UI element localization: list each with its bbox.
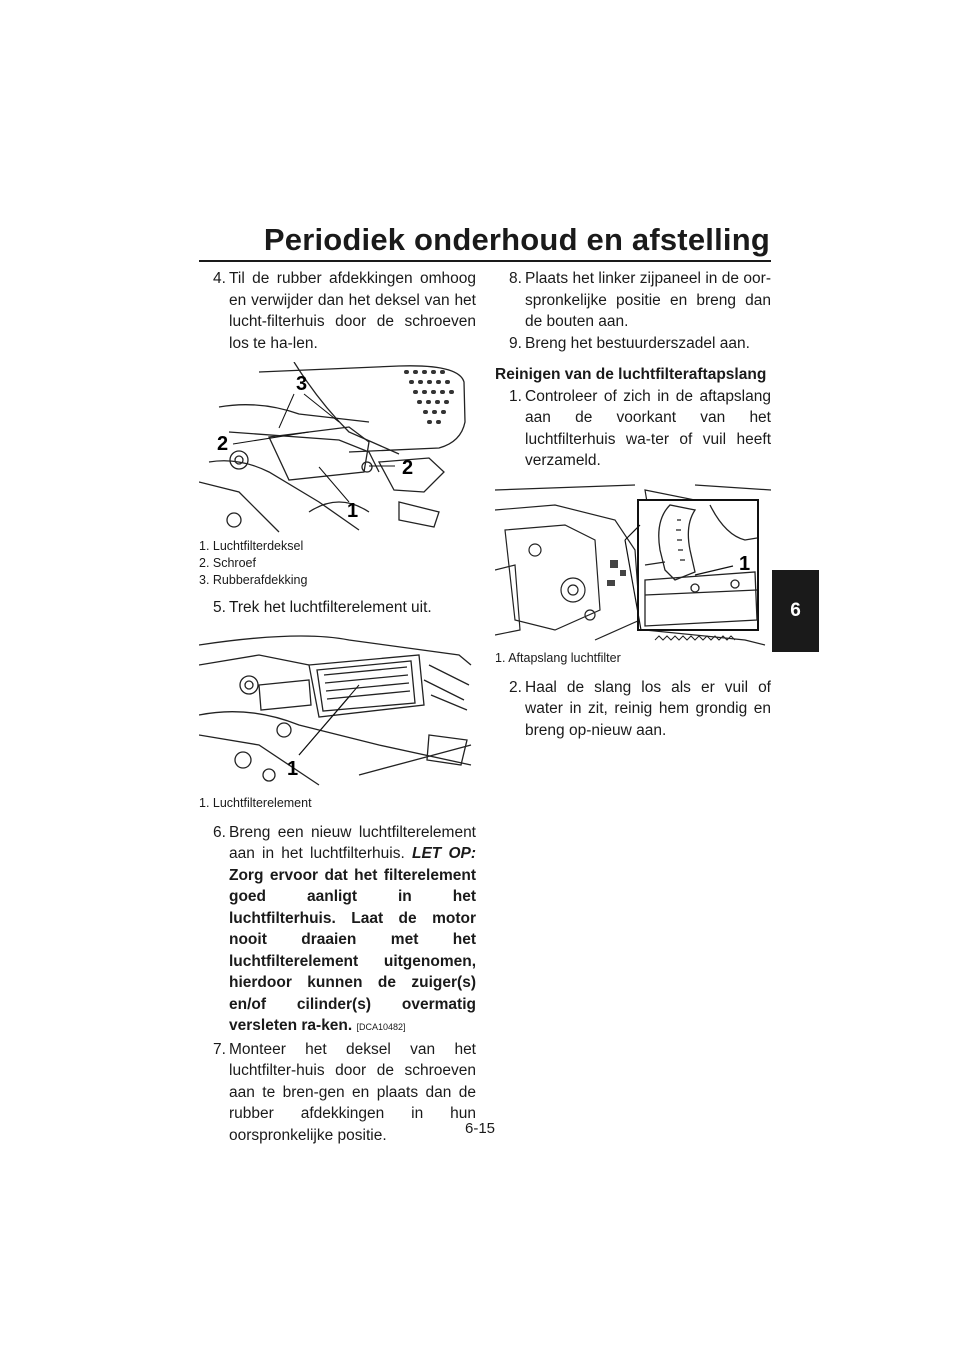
- step-number: 8.: [509, 270, 522, 287]
- step-4: [199, 268, 476, 354]
- figure-drain-hose: [495, 480, 771, 650]
- callout-1: 1: [287, 757, 299, 780]
- step-9: [495, 333, 771, 355]
- step-text: Haal de slang los als er vuil of water in zit, reinig hem grondig en breng op-nieuw aan.: [525, 678, 771, 739]
- figure-caption-list: [495, 650, 771, 667]
- chapter-tab: 6: [772, 570, 819, 652]
- airfilter-cover-illustration: [199, 362, 476, 538]
- callout-1: 1: [739, 552, 751, 575]
- figure-airfilter-element: [199, 625, 476, 795]
- caption-item: 1. Aftapslang luchtfilter: [495, 650, 621, 665]
- callout-2a: 2: [217, 433, 229, 455]
- step-number: 6.: [213, 823, 226, 841]
- left-column: [199, 0, 476, 1146]
- step-text: Til de rubber afdekkingen omhoog en verwijder dan het deksel van het lucht-filterhuis door de schroeven los te ha-len.: [229, 270, 476, 352]
- step-number: 9.: [509, 334, 522, 352]
- airfilter-element-illustration: [199, 625, 476, 795]
- callout-3: 3: [296, 373, 308, 395]
- step-6: [199, 822, 476, 1039]
- drain-hose-illustration: [495, 480, 771, 650]
- step-5: [199, 597, 476, 619]
- substep-1: [495, 386, 771, 472]
- caption-item: 3. Rubberafdekking: [199, 573, 308, 587]
- notice-text: Zorg ervoor dat het filterelement goed aanligt in het luchtfilterhuis. Laat de motor nooit draaien met het luchtfilterelement uitgenomen, hierdoor kunnen de zuiger(s) en/of cilinder(s) overmatig versleten ra-ken.: [229, 866, 476, 1034]
- caption-item: 1. Luchtfilterdeksel: [199, 539, 304, 553]
- figure-airfilter-cover: [199, 362, 476, 538]
- step-text: Monteer het deksel van het luchtfilter-huis door de schroeven aan te bren-gen en plaats dan de rubber afdekkingen in hun oorspronkelijke positie.: [229, 1040, 476, 1144]
- step-text: Breng een nieuw luchtfilterelement aan in het luchtfilterhuis.: [229, 823, 476, 862]
- step-text: Controleer of zich in de aftapslang aan de voorkant van het luchtfilterhuis wa-ter of vuil heeft verzameld.: [525, 387, 771, 469]
- step-text: Plaats het linker zijpaneel in de oor-spronkelijke positie en breng dan de bouten aan.: [525, 270, 771, 330]
- step-number: 5.: [213, 599, 226, 616]
- step-number: 2.: [509, 678, 522, 696]
- notice-code: [DCA10482]: [356, 1022, 406, 1032]
- figure-caption-list: [199, 795, 476, 812]
- page-title: Periodiek onderhoud en afstelling: [263, 222, 770, 257]
- section-heading: Reinigen van de luchtfilteraftapslang: [495, 366, 767, 383]
- callout-1: 1: [347, 500, 359, 522]
- figure-caption-list: [199, 538, 476, 589]
- step-number: 7.: [213, 1040, 226, 1058]
- step-number: 4.: [213, 270, 226, 287]
- callout-2b: 2: [402, 457, 414, 479]
- step-text: Trek het luchtfilterelement uit.: [229, 599, 432, 616]
- step-8: [495, 268, 771, 333]
- right-column: [495, 0, 771, 741]
- page-number: 6-15: [464, 1120, 496, 1137]
- step-number: 1.: [509, 387, 522, 405]
- caption-item: 1. Luchtfilterelement: [199, 795, 312, 810]
- step-text: Breng het bestuurderszadel aan.: [525, 334, 750, 352]
- notice-label: LET OP:: [411, 845, 476, 862]
- caption-item: 2. Schroef: [199, 556, 256, 570]
- substep-2: [495, 677, 771, 742]
